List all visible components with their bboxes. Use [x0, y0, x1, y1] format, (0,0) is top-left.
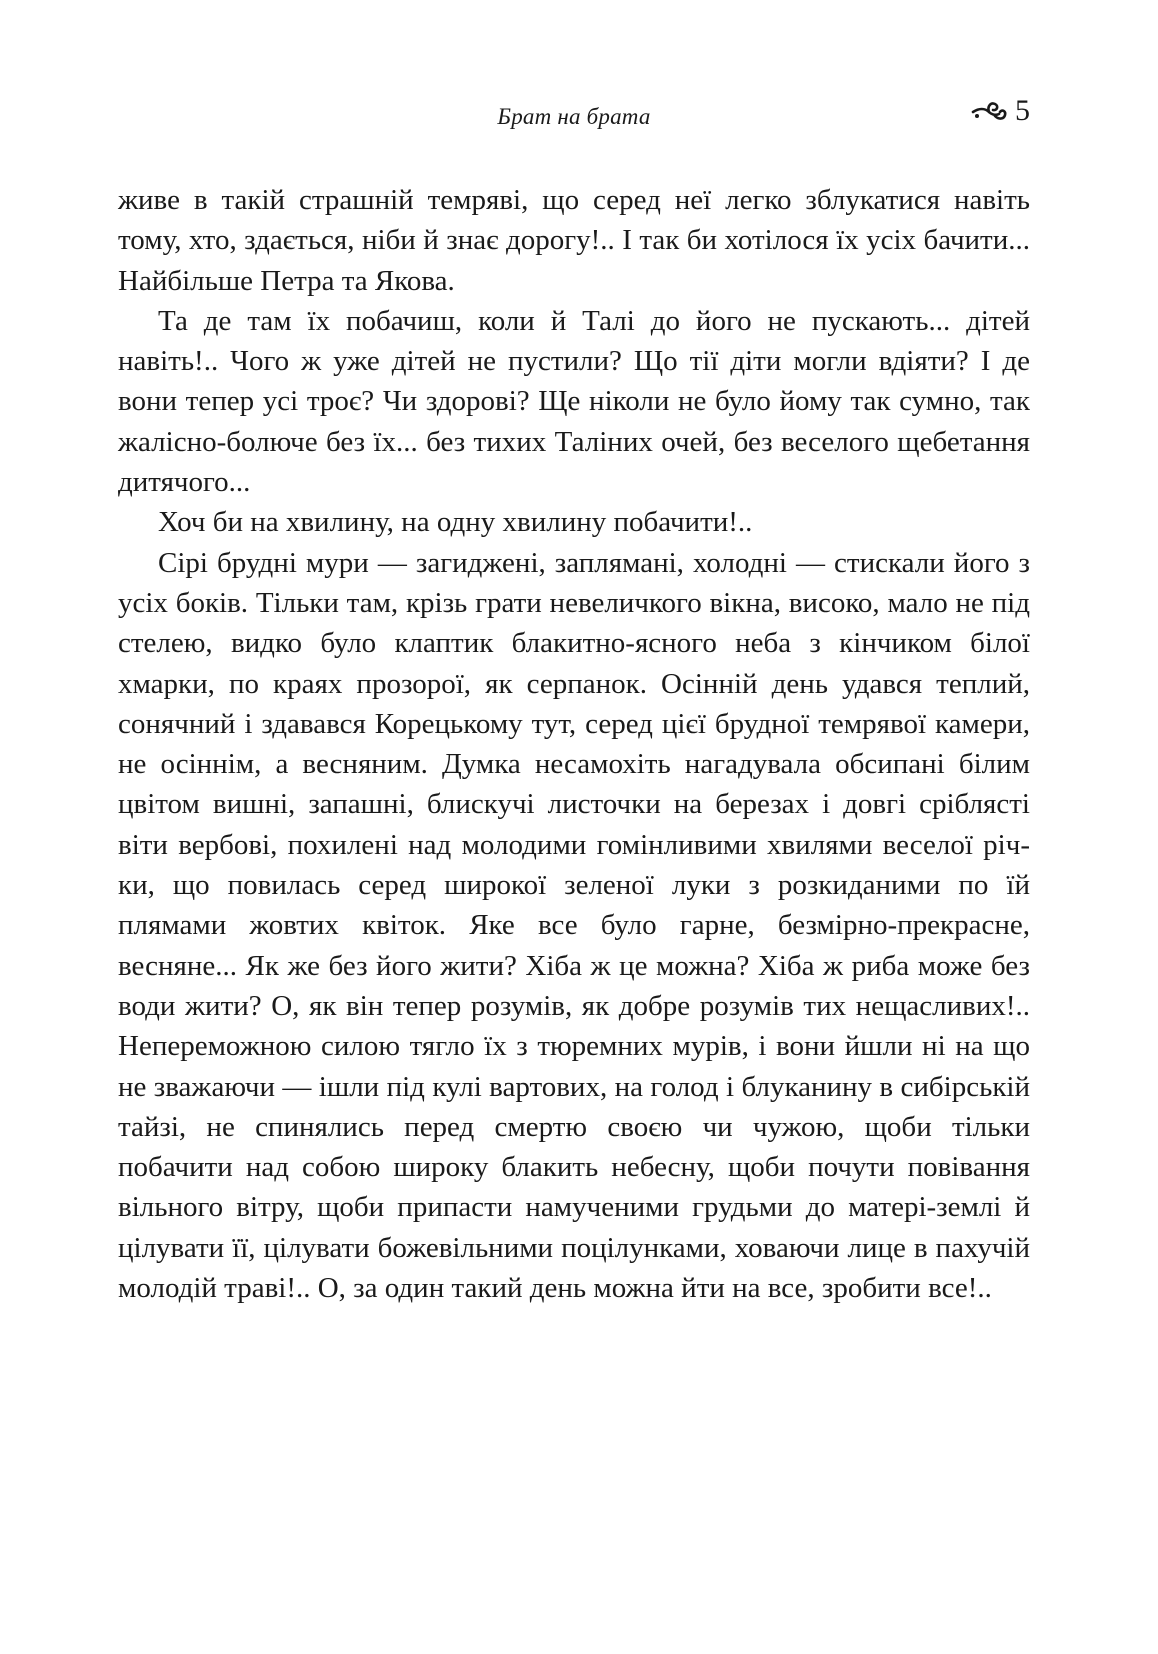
page-number: 5	[1015, 94, 1030, 127]
paragraph-3: Хоч би на хвилину, на одну хвилину побачити!..	[158, 506, 753, 539]
paragraph-2: Та де там їх побачиш, коли й Талі до його не пускають... дітей навіть!.. Чого ж уже дітей не пустили? Що тії діти могли вдіяти? І де вони тепер усі троє? Чи здорові? Ще ніколи не було йому так сумно, так жалісно-болюче без їх... без тихих Таліних очей, без веселого щебетання дитячого...	[118, 304, 1030, 499]
text-body	[118, 180, 1030, 1308]
page-header	[118, 96, 1030, 140]
paragraph-1: живе в такій страшній темряві, що серед неї легко зблукатися навіть тому, хто, здається, ніби й знає дорогу!.. І так би хотілося їх усіх бачити... Найбільше Петра та Якова.	[118, 184, 1030, 297]
page-number-group	[971, 96, 1030, 126]
running-title: Брат на брата	[497, 104, 651, 129]
paragraph-4: Сірі брудні мури — загиджені, заплямані, холодні — стискали його з усіх боків. Тільки там, крізь грати невеличкого вікна, високо, мало не під стелею, видко було клаптик блакитно-ясного неба з кінчиком білої хмарки, по краях прозорої, як серпанок. Осінній день удався теплий, сонячний і здавався Корецькому тут, серед цієї брудної темрявої камери, не осіннім, а весняним. Думка несамохіть нагадувала обсипані білим цвітом вишні, запашні, блискучі листочки на березах і довгі сріблясті віти вербові, похилені над молодими гомінливими хвилями веселої річки, що повилась серед широкої зеленої луки з розкиданими по їй плямами жовтих квіток. Яке все було гарне, безмірно-прекрасне, весняне... Як же без його жити? Хіба ж це можна? Хіба ж риба може без води жити? О, як він тепер розумів, як добре розумів тих нещасливих!.. Непереможною силою тягло їх з тюремних мурів, і вони йшли ні на що не зважаючи — ішли під кулі вартових, на голод і блуканину в сибірській тайзі, не спинялись перед смертю своєю чи чужою, щоби тільки побачити над собою широку блакить небесну, щоби почути повівання вільного вітру, щоби припасти намученими грудьми до матері-землі й цілувати її, цілувати божевільними поцілунками, ховаючи лице в пахучій молодій траві!.. О, за один такий день можна йти на все, зробити все!..	[118, 546, 1030, 1305]
fleuron-ornament-icon	[971, 98, 1007, 124]
